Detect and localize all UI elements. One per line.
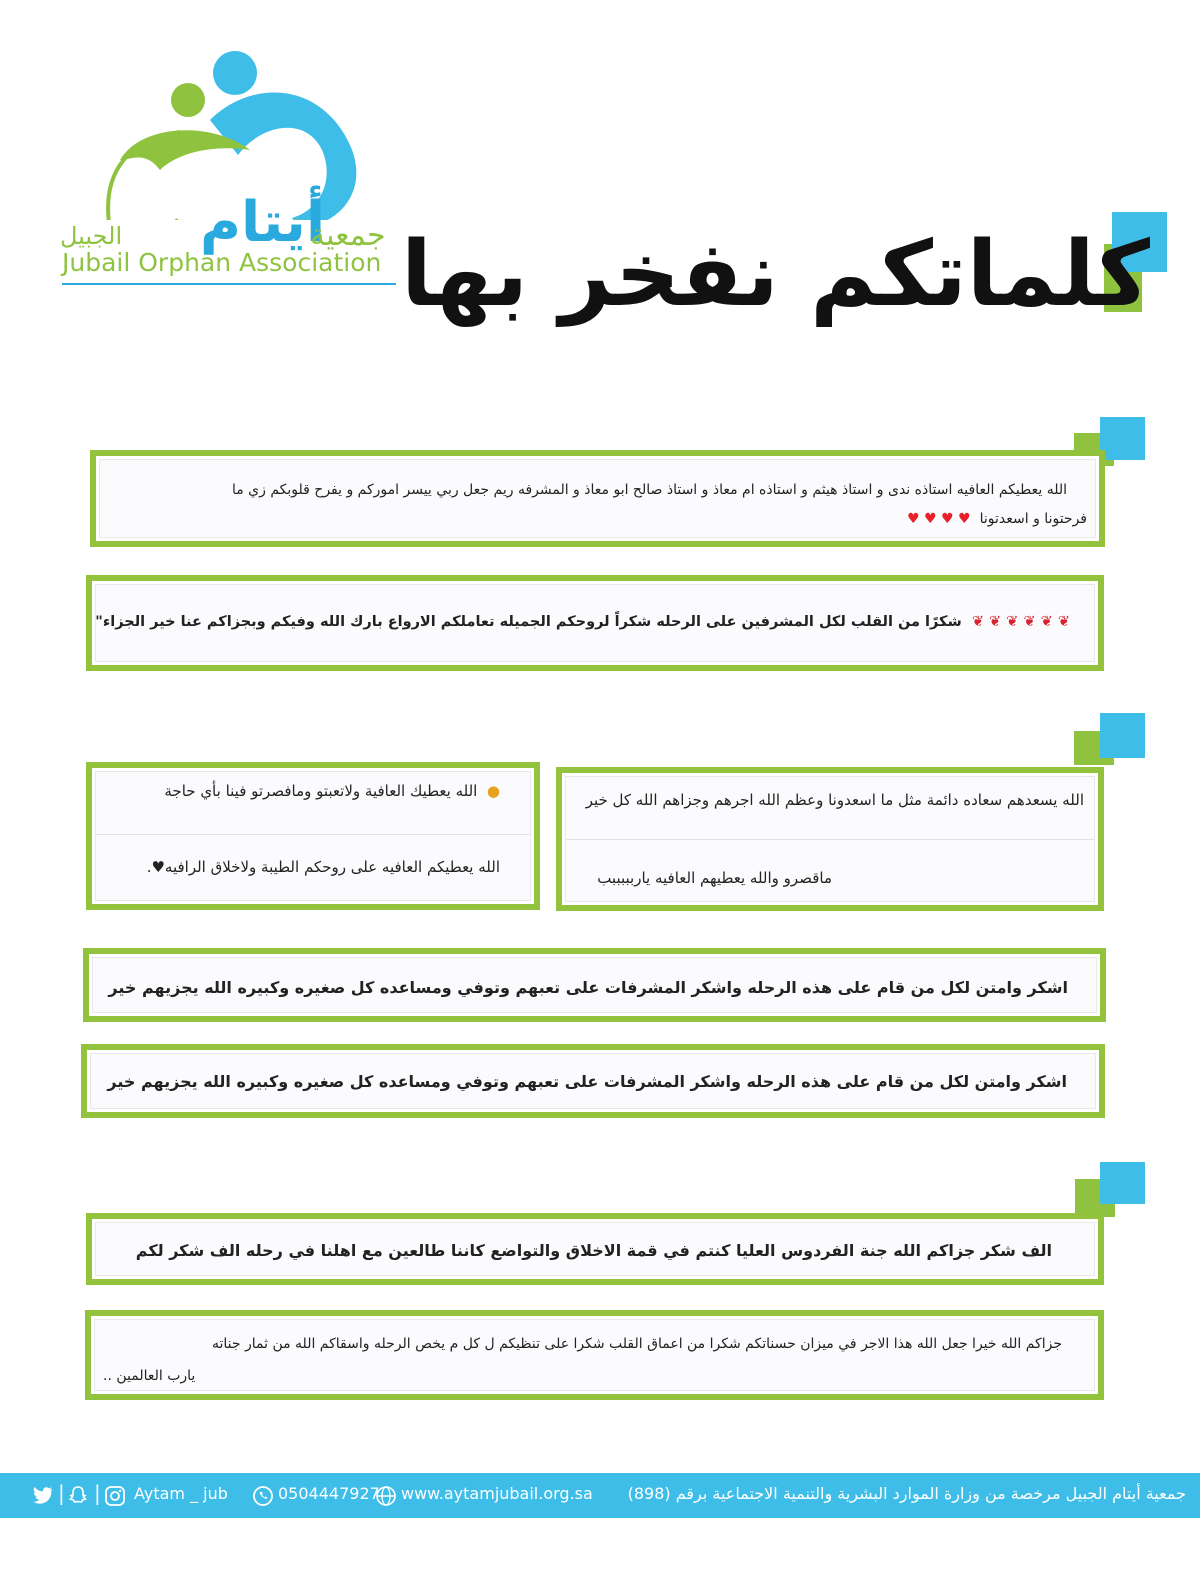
section-deco-blue [1100,417,1145,460]
footer-website[interactable]: www.aytamjubail.org.sa [401,1484,593,1503]
message-text-row [95,614,1070,630]
message-card [86,762,540,910]
section-deco-blue [1100,1162,1145,1204]
message-card [86,575,1104,671]
logo-arabic-city: الجبيل [60,222,123,250]
message-card [86,1213,1104,1285]
footer-separator: | [94,1481,101,1505]
footer-association-note: جمعية أيتام الجبيل مرخصة من وزارة الموارد البشرية والتنمية الاجتماعية برقم (898) [627,1484,1186,1503]
message-text: الله يعطيكم العافيه على روحكم الطيبة ولاخلاق الرافيه♥. [146,858,500,876]
footer-phone[interactable]: 0504447927 [278,1484,380,1503]
message-text: ماقصرو والله يعطيهم العافيه ياربببببب [597,869,832,887]
message-text: الله يسعدهم سعاده دائمة مثل ما اسعدونا وعظم الله اجرهم وجزاهم الله كل خير [585,791,1084,809]
message-text: اشكر وامتن لكل من قام على هذه الرحله واشكر المشرفات على تعبهم وتوفي ومساعده كل صغيره وكبيره الله يجزيهم خير [107,1072,1067,1091]
instagram-icon[interactable] [104,1485,126,1507]
message-text: شكرًا من القلب لكل المشرفين على الرحله شكراً لروحكم الجميله تعاملكم الارواع بارك الله وفيكم وبجزاكم عنا خير الجزاء" [95,614,962,630]
message-text-line2: فرحتونا و اسعدتونا ♥ ♥ ♥ ♥ [907,511,1087,527]
globe-icon [375,1485,397,1507]
logo-arabic-association: جمعية [310,218,386,253]
message-card [85,1310,1104,1400]
message-card [556,767,1104,911]
footer-handle[interactable]: Aytam _ jub [134,1484,228,1503]
message-text: الله يعطيكم العافيه استاذه ندى و استاذ هيثم و استاذه ام معاذ و استاذ صالح ابو معاذ و المشرفه ريم جعل ربي ييسر اموركم و يفرح قلوبكم زي ما [231,482,1067,498]
heart-icon: ♥ ♥ ♥ ♥ [907,511,976,527]
message-text: الله يعطيك العافية ولاتعبتو ومافصرتو فينا بأي حاجة [164,782,478,800]
message-text: الف شكر جزاكم الله جنة الفردوس العليا كنتم في قمة الاخلاق والتواضع كاننا طالعين مع اهلنا في رحله الف شكر لكم [135,1241,1052,1260]
message-text: اشكر وامتن لكل من قام على هذه الرحله واشكر المشرفات على تعبهم وتوفي ومساعده كل صغيره وكبيره الله يجزيهم خير [108,978,1068,997]
logo [60,50,405,290]
tulip-icon: ❦ ❦ ❦ ❦ ❦ ❦ [966,614,1070,630]
message-text: .. يارب العالمين [103,1368,196,1384]
message-card [90,450,1105,547]
message-text: جزاكم الله خيرا جعل الله هذا الاجر في ميزان حسناتكم شكرا من اعماق القلب شكرا على تنظيكم ل كل م يخص الرحله واسقاكم الله من ثمار جناته [211,1336,1062,1352]
logo-arabic-name: أيتام [200,190,326,255]
message-card [81,1044,1105,1118]
emoji-icon: ● [482,782,500,800]
logo-english-name: Jubail Orphan Association [62,248,382,277]
footer [0,1473,1200,1518]
logo-underline [62,283,396,285]
message-text-row [164,782,500,800]
whatsapp-icon[interactable] [252,1485,274,1507]
footer-separator: | [58,1481,65,1505]
section-deco-blue [1100,713,1145,758]
page-title: كلماتكم نفخر بها [400,222,1150,327]
twitter-icon[interactable] [30,1485,54,1507]
message-card [83,948,1106,1022]
snapchat-icon[interactable] [66,1485,90,1507]
